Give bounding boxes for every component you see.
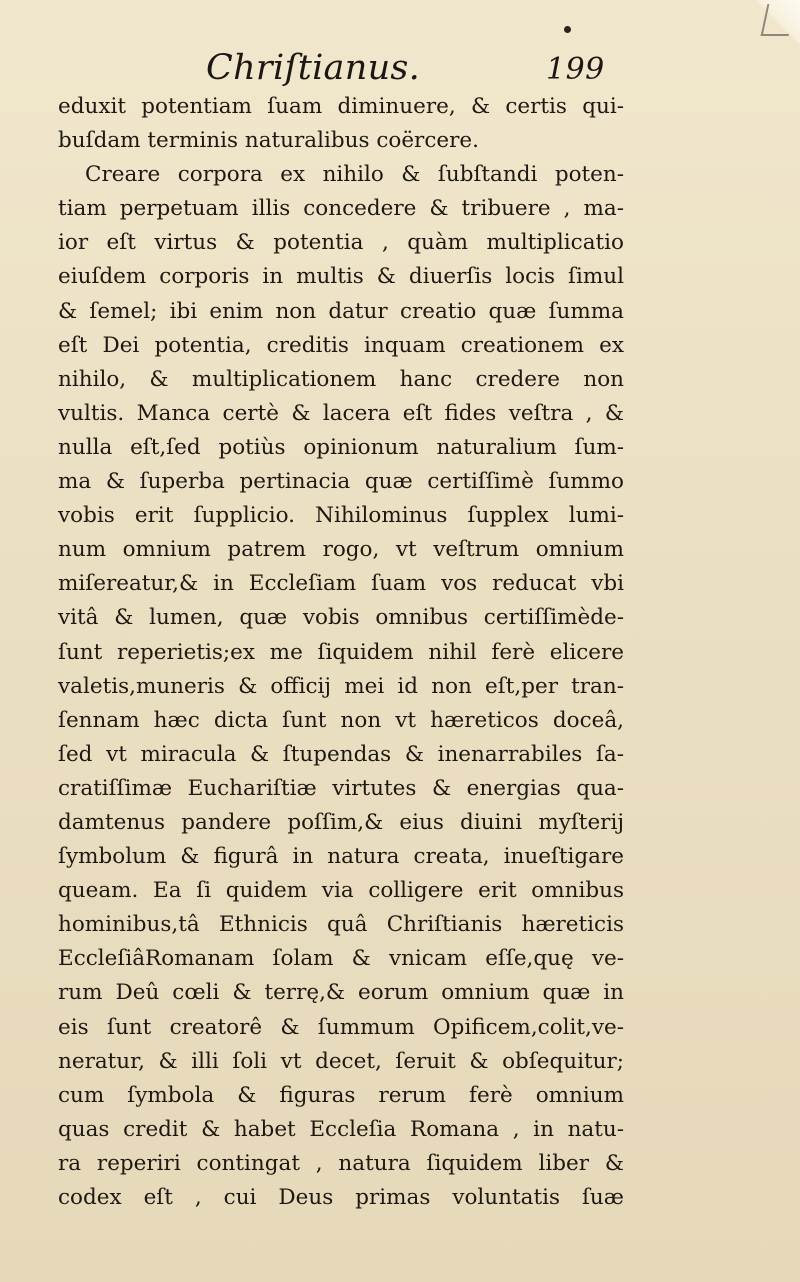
- text-line: ior eſt virtus & potentia , quàm multiplicatio: [58, 230, 624, 256]
- page-title: Chriſtianus.: [206, 48, 421, 88]
- text-line: hominibus,tâ Ethnicis quâ Chriſtianis hæreticis: [58, 912, 624, 938]
- text-line: miſereatur,& in Eccleſiam ſuam vos reducat vbi: [58, 571, 624, 597]
- text-line: codex eſt , cui Deus primas voluntatis ſuæ: [58, 1185, 624, 1210]
- text-line: cratiſſimæ Euchariſtiæ virtutes & energias qua-: [58, 775, 624, 801]
- text-line: damtenus pandere poſſim,& eius diuini myſterij: [58, 809, 624, 835]
- text-line: ſed vt miracula & ſtupendas & inenarrabiles ſa-: [58, 741, 624, 767]
- text-line: nihilo, & multiplicationem hanc credere non: [58, 366, 624, 392]
- text-line: rum Deû cœli & terrę,& eorum omnium quæ in: [58, 980, 624, 1006]
- text-line: cum ſymbola & figuras rerum ferè omnium: [58, 1082, 624, 1108]
- text-line: & ſemel; ibi enim non datur creatio quæ ſumma: [58, 298, 624, 324]
- text-line: vobis erit ſupplicio. Nihilominus ſupplex lumi-: [58, 503, 624, 529]
- body-text: [58, 90, 624, 1215]
- text-line: nulla eſt,ſed potiùs opinionum naturalium ſum-: [58, 434, 624, 460]
- ink-dot-icon: [564, 26, 571, 33]
- text-line: eiuſdem corporis in multis & diuerſis locis ſimul: [58, 264, 624, 290]
- text-line: ſymbolum & figurâ in natura creata, inueſtigare: [58, 844, 624, 870]
- text-line: ſennam hæc dicta ſunt non vt hæreticos doceâ,: [58, 707, 624, 733]
- text-line: ma & ſuperba pertinacia quæ certiſſimè ſummo: [58, 469, 624, 495]
- page-number: 199: [546, 52, 605, 87]
- text-line: eduxit potentiam ſuam diminuere, & certis qui-: [58, 94, 624, 119]
- text-line: vitâ & lumen, quæ vobis omnibus certiſſimède-: [58, 605, 624, 631]
- text-line: tiam perpetuam illis concedere & tribuere , ma-: [58, 196, 624, 222]
- text-line: EccleſiâRomanam ſolam & vnicam eſſe,quę ve-: [58, 946, 624, 972]
- text-line: num omnium patrem rogo, vt veſtrum omnium: [58, 537, 624, 563]
- text-line: neratur, & illi ſoli vt decet, ſeruit & obſequitur;: [58, 1048, 624, 1074]
- text-line: eis ſunt creatorê & ſummum Opificem,colit,ve-: [58, 1014, 624, 1040]
- text-line: Creare corpora ex nihilo & ſubſtandi poten-: [85, 162, 624, 188]
- text-line: vultis. Manca certè & lacera eſt fides veſtra , &: [58, 400, 624, 426]
- running-head: [0, 42, 800, 94]
- text-line: valetis,muneris & officij mei id non eſt,per tran-: [58, 673, 624, 699]
- text-line: buſdam terminis naturalibus coërcere.: [58, 128, 479, 154]
- text-line: queam. Ea ſi quidem via colligere erit omnibus: [58, 878, 624, 904]
- text-line: quas credit & habet Eccleſia Romana , in natu-: [58, 1116, 624, 1142]
- text-line: ra reperiri contingat , natura ſiquidem liber &: [58, 1150, 624, 1176]
- text-line: ſunt reperietis;ex me ſiquidem nihil ferè elicere: [58, 639, 624, 665]
- text-line: eſt Dei potentia, creditis inquam creationem ex: [58, 332, 624, 358]
